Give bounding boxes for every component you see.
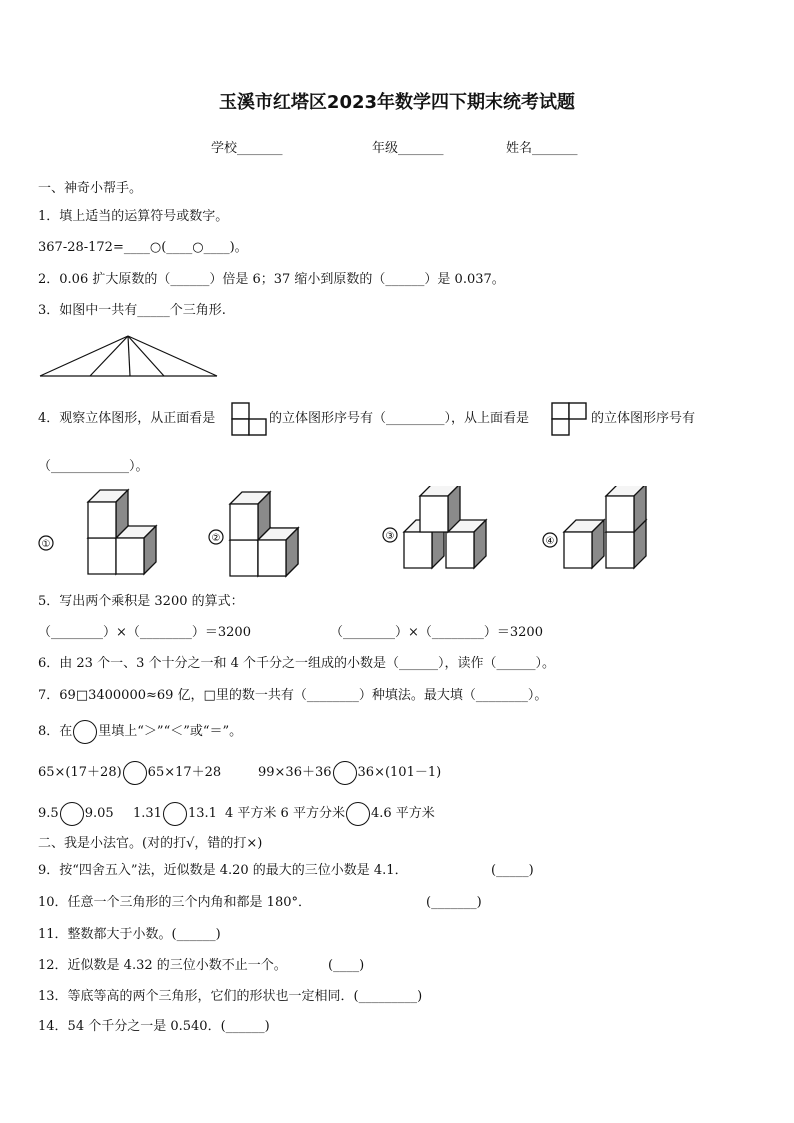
compare-1b-left: 99×36＋36 [258,765,332,780]
compare-circle-2c[interactable] [346,802,370,826]
question-13: 13．等底等高的两个三角形，它们的形状也一定相同．(_________) [38,989,423,1004]
front-view-icon [231,402,267,436]
question-2: 2．0.06 扩大原数的（______）倍是 6；37 缩小到原数的（______）是 0.037。 [38,272,505,287]
question-6: 6．由 23 个一、3 个十分之一和 4 个千分之一组成的小数是（______），读作（______）。 [38,656,556,671]
question-10-blank: (_______) [426,895,482,910]
question-4-part-2: 的立体图形序号有（_________），从上面看是 [269,411,530,426]
compare-row-2a [38,800,114,828]
grade-field: 年级_______ [372,141,444,156]
compare-row-2b [133,800,217,828]
question-1-expression: 367-28-172=____○(____○____)。 [38,240,248,255]
question-4-part-3: 的立体图形序号有 [591,411,696,426]
figure-1-label: ① [41,539,51,550]
compare-2a-left: 9.5 [38,806,59,821]
page-title: 玉溪市红塔区2023年数学四下期末统考试题 [218,92,576,113]
compare-row-1a [38,759,221,787]
question-8-pre: 8．在 [38,724,73,739]
compare-2c-left: 4 平方米 6 平方分米 [225,806,345,821]
compare-1b-right: 36×(101－1) [357,765,442,780]
question-12: 12．近似数是 4.32 的三位小数不止一个。 [38,958,287,973]
compare-1a-left: 65×(17＋28) [38,765,122,780]
question-5: 5．写出两个乘积是 3200 的算式： [38,594,244,609]
question-5-right: （________）×（________）＝3200 [330,625,543,640]
compare-circle [73,720,97,744]
question-11: 11．整数都大于小数。(______) [38,927,221,942]
compare-circle-1a[interactable] [123,761,147,785]
figure-4-label: ④ [545,536,555,547]
compare-2c-right: 4.6 平方米 [370,806,435,821]
compare-circle-1b[interactable] [333,761,357,785]
compare-2b-right: 13.1 [187,806,217,821]
question-4-part-4: （____________）。 [38,459,149,474]
question-8-post: 里填上“＞”“＜”或“＝”。 [98,724,243,739]
compare-circle-2a[interactable] [60,802,84,826]
question-4-part-1: 4．观察立体图形，从正面看是 [38,411,216,426]
compare-row-2c [225,800,435,828]
top-view-icon [551,402,588,436]
compare-circle-2b[interactable] [163,802,187,826]
question-8 [38,718,242,746]
question-14: 14．54 个千分之一是 0.540．(______) [38,1019,270,1034]
question-9-blank: (_____) [491,863,534,878]
solid-figures [30,486,670,582]
question-12-blank: (____) [328,958,365,973]
compare-row-1b [258,759,441,787]
question-10: 10．任意一个三角形的三个内角和都是 180°． [38,895,311,910]
question-5-left: （________）×（________）＝3200 [38,625,251,640]
question-7: 7．69□3400000≈69 亿，□里的数一共有（________）种填法。最大填（________）。 [38,688,548,703]
section-2-heading: 二、我是小法官。(对的打√，错的打×) [38,836,263,851]
figure-3-label: ③ [385,531,395,542]
question-1: 1．填上适当的运算符号或数字。 [38,209,229,224]
figure-4 [543,486,646,568]
compare-1a-right: 65×17＋28 [147,765,222,780]
figure-3 [383,486,486,568]
compare-2a-right: 9.05 [84,806,114,821]
figure-2 [209,492,298,576]
question-9: 9．按“四舍五入”法，近似数是 4.20 的最大的三位小数是 4.1． [38,863,408,878]
school-field: 学校_______ [211,141,283,156]
name-field: 姓名_______ [506,141,578,156]
section-1-heading: 一、神奇小帮手。 [38,181,143,196]
question-3: 3．如图中一共有_____个三角形. [38,303,226,318]
triangle-figure [38,334,220,380]
figure-1 [39,490,156,574]
compare-2b-left: 1.31 [133,806,162,821]
figure-2-label: ② [211,533,221,544]
